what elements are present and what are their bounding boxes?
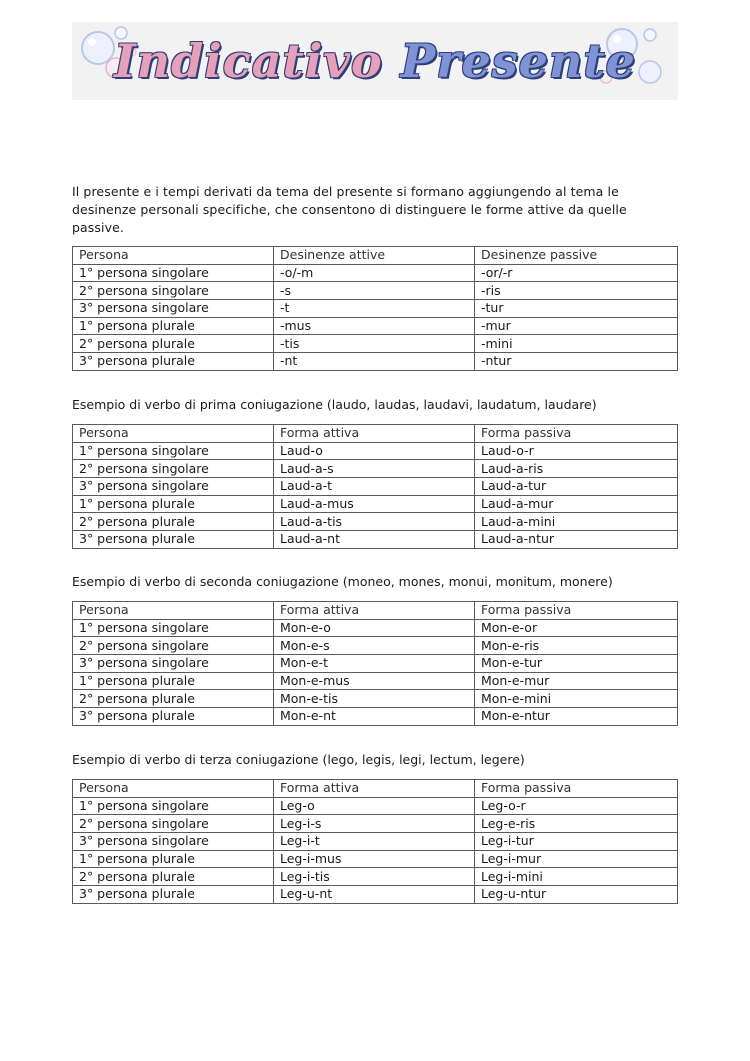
header-cell: Forma attiva <box>274 780 475 798</box>
table-cell: Laud-a-ntur <box>475 531 678 549</box>
table-cell: 1° persona singolare <box>73 797 274 815</box>
table-cell: 1° persona plurale <box>73 317 274 335</box>
table-row <box>73 815 678 833</box>
table-cell: 2° persona plurale <box>73 868 274 886</box>
table-cell: 1° persona plurale <box>73 495 274 513</box>
table-cell: Mon-e-ntur <box>475 708 678 726</box>
table-cell: Leg-i-mus <box>274 850 475 868</box>
table-cell: 2° persona plurale <box>73 335 274 353</box>
table-cell: Laud-o <box>274 442 475 460</box>
table-row <box>73 637 678 655</box>
table-cell: -nt <box>274 353 475 371</box>
table-cell: -or/-r <box>475 264 678 282</box>
table-row <box>73 335 678 353</box>
table-cell: 3° persona plurale <box>73 886 274 904</box>
table-cell: 3° persona singolare <box>73 655 274 673</box>
header-cell: Forma passiva <box>475 602 678 620</box>
table-row <box>73 797 678 815</box>
table-cell: 3° persona singolare <box>73 833 274 851</box>
table-row <box>73 317 678 335</box>
header-cell: Forma passiva <box>475 780 678 798</box>
table-cell: 3° persona singolare <box>73 300 274 318</box>
table-cell: Leg-i-mur <box>475 850 678 868</box>
table-row <box>73 460 678 478</box>
intro-paragraph: Il presente e i tempi derivati da tema del presente si formano aggiungendo al tema le desinenze personali specifiche, che consentono di distinguere le forme attive da quelle passive. <box>72 184 627 235</box>
table-cell: Leg-o <box>274 797 475 815</box>
table-row <box>73 708 678 726</box>
table-cell: 2° persona singolare <box>73 815 274 833</box>
table-row <box>73 442 678 460</box>
table-row <box>73 495 678 513</box>
title-word-1: Indicativo <box>114 34 383 88</box>
table-cell: Laud-a-ris <box>475 460 678 478</box>
table-cell: Leg-i-tur <box>475 833 678 851</box>
table-cell: Laud-a-nt <box>274 531 475 549</box>
table-cell: 2° persona singolare <box>73 282 274 300</box>
table-cell: 1° persona plurale <box>73 672 274 690</box>
table-cell: Mon-e-s <box>274 637 475 655</box>
table-row <box>73 886 678 904</box>
table-cell: -mus <box>274 317 475 335</box>
table-cell: Leg-i-mini <box>475 868 678 886</box>
title-word-2: Presente <box>400 34 636 88</box>
table-row <box>73 868 678 886</box>
table-cell: Mon-e-ris <box>475 637 678 655</box>
table-cell: Mon-e-mus <box>274 672 475 690</box>
table-cell: 1° persona singolare <box>73 619 274 637</box>
table-row <box>73 478 678 496</box>
table-cell: 3° persona plurale <box>73 708 274 726</box>
table-row <box>73 655 678 673</box>
header-cell: Persona <box>73 247 274 265</box>
header-cell: Persona <box>73 602 274 620</box>
header-cell: Persona <box>73 425 274 443</box>
table-row <box>73 850 678 868</box>
table-cell: -s <box>274 282 475 300</box>
table-row <box>73 531 678 549</box>
table-cell: -ntur <box>475 353 678 371</box>
title-banner <box>72 22 678 100</box>
header-cell: Desinenze attive <box>274 247 475 265</box>
table-cell: Laud-a-tis <box>274 513 475 531</box>
table-cell: Laud-a-t <box>274 478 475 496</box>
table-cell: Leg-i-tis <box>274 868 475 886</box>
table-header-row <box>73 780 678 798</box>
table-cell: -t <box>274 300 475 318</box>
table-row <box>73 264 678 282</box>
section-heading: Esempio di verbo di seconda coniugazione (moneo, mones, monui, monitum, monere) <box>72 574 613 589</box>
header-cell: Forma attiva <box>274 425 475 443</box>
table-header-row <box>73 602 678 620</box>
table-header-row <box>73 425 678 443</box>
table-cell: 2° persona plurale <box>73 690 274 708</box>
table-cell: 2° persona plurale <box>73 513 274 531</box>
third-conjugation-table <box>72 779 678 904</box>
table-cell: -mini <box>475 335 678 353</box>
table-cell: Mon-e-or <box>475 619 678 637</box>
table-header-row <box>73 247 678 265</box>
page-title <box>72 22 678 100</box>
section-heading: Esempio di verbo di prima coniugazione (laudo, laudas, laudavi, laudatum, laudare) <box>72 397 597 412</box>
table-cell: Mon-e-mur <box>475 672 678 690</box>
header-cell: Desinenze passive <box>475 247 678 265</box>
section-heading: Esempio di verbo di terza coniugazione (lego, legis, legi, lectum, legere) <box>72 752 525 767</box>
table-cell: Leg-i-t <box>274 833 475 851</box>
table-cell: Leg-e-ris <box>475 815 678 833</box>
table-cell: Mon-e-tis <box>274 690 475 708</box>
table-cell: Mon-e-nt <box>274 708 475 726</box>
second-conjugation-table <box>72 601 678 726</box>
table-cell: -o/-m <box>274 264 475 282</box>
table-cell: Laud-o-r <box>475 442 678 460</box>
table-cell: Leg-u-ntur <box>475 886 678 904</box>
table-cell: Laud-a-mini <box>475 513 678 531</box>
table-cell: 2° persona singolare <box>73 637 274 655</box>
table-cell: Mon-e-tur <box>475 655 678 673</box>
table-cell: Leg-u-nt <box>274 886 475 904</box>
table-cell: 3° persona plurale <box>73 531 274 549</box>
table-cell: Leg-i-s <box>274 815 475 833</box>
endings-table <box>72 246 678 371</box>
table-cell: Mon-e-o <box>274 619 475 637</box>
table-row <box>73 833 678 851</box>
table-cell: -tur <box>475 300 678 318</box>
table-row <box>73 300 678 318</box>
first-conjugation-table <box>72 424 678 549</box>
header-cell: Forma attiva <box>274 602 475 620</box>
header-cell: Persona <box>73 780 274 798</box>
table-cell: -mur <box>475 317 678 335</box>
table-cell: 1° persona singolare <box>73 264 274 282</box>
table-cell: 2° persona singolare <box>73 460 274 478</box>
table-cell: 1° persona singolare <box>73 442 274 460</box>
table-row <box>73 282 678 300</box>
table-cell: 1° persona plurale <box>73 850 274 868</box>
header-cell: Forma passiva <box>475 425 678 443</box>
table-cell: 3° persona plurale <box>73 353 274 371</box>
table-cell: Laud-a-s <box>274 460 475 478</box>
table-row <box>73 690 678 708</box>
table-cell: 3° persona singolare <box>73 478 274 496</box>
table-cell: -tis <box>274 335 475 353</box>
table-cell: Mon-e-mini <box>475 690 678 708</box>
table-cell: Laud-a-tur <box>475 478 678 496</box>
table-row <box>73 672 678 690</box>
table-row <box>73 619 678 637</box>
table-row <box>73 513 678 531</box>
table-cell: Laud-a-mur <box>475 495 678 513</box>
table-cell: -ris <box>475 282 678 300</box>
table-cell: Leg-o-r <box>475 797 678 815</box>
table-cell: Mon-e-t <box>274 655 475 673</box>
table-cell: Laud-a-mus <box>274 495 475 513</box>
table-row <box>73 353 678 371</box>
